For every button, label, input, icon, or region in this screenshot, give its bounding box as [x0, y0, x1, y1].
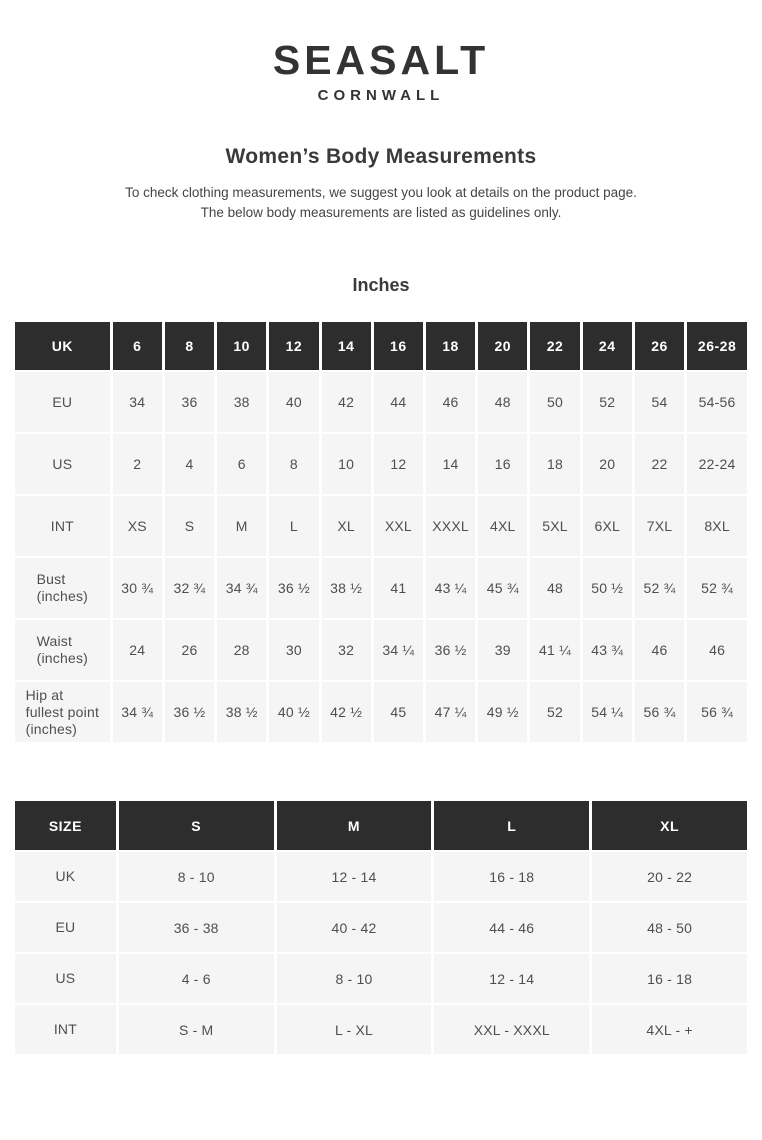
value-cell: 38 [217, 372, 266, 432]
value-cell: 46 [426, 372, 475, 432]
row-label: Hip at fullest point (inches) [25, 686, 100, 737]
brand-logo-subtext: CORNWALL [317, 87, 445, 104]
row-label-cell [15, 496, 110, 556]
row-label: UK [55, 868, 76, 885]
value-cell: 28 [217, 620, 266, 680]
value-cell: M [217, 496, 266, 556]
header-cell: 10 [217, 322, 266, 370]
value-cell: 12 [374, 434, 423, 494]
value-cell: 22 [635, 434, 684, 494]
row-label: US [55, 970, 76, 987]
value-cell: 14 [426, 434, 475, 494]
value-cell: L - XL [277, 1005, 432, 1054]
value-cell: 56 ¾ [635, 682, 684, 742]
row-label-cell [15, 372, 110, 432]
value-cell: 32 [322, 620, 371, 680]
value-cell: 42 ½ [322, 682, 371, 742]
value-cell: 12 - 14 [434, 954, 589, 1003]
table-row [15, 496, 747, 556]
value-cell: 8 - 10 [277, 954, 432, 1003]
row-label-cell [15, 1005, 116, 1054]
header-cell: 26 [635, 322, 684, 370]
measurements-table [12, 320, 750, 744]
value-cell: 54 [635, 372, 684, 432]
value-cell: 52 ¾ [687, 558, 747, 618]
row-label: EU [55, 919, 76, 936]
row-label: US [52, 455, 73, 472]
value-cell: 36 ½ [165, 682, 214, 742]
value-cell: 16 - 18 [592, 954, 747, 1003]
size-conversion-table [12, 799, 750, 1056]
value-cell: 18 [530, 434, 579, 494]
value-cell: 44 - 46 [434, 903, 589, 952]
value-cell: 54-56 [687, 372, 747, 432]
value-cell: XXL - XXXL [434, 1005, 589, 1054]
value-cell: 8 [269, 434, 318, 494]
header-cell: 24 [583, 322, 632, 370]
value-cell: 56 ¾ [687, 682, 747, 742]
row-label-cell [15, 434, 110, 494]
value-cell: 20 - 22 [592, 852, 747, 901]
value-cell: 48 [478, 372, 527, 432]
value-cell: 32 ¾ [165, 558, 214, 618]
row-label-cell [15, 682, 110, 742]
header-cell: 20 [478, 322, 527, 370]
value-cell: XXL [374, 496, 423, 556]
row-label-cell [15, 954, 116, 1003]
header-cell: S [119, 801, 274, 850]
value-cell: 43 ¾ [583, 620, 632, 680]
value-cell: 52 [583, 372, 632, 432]
header-cell: 6 [113, 322, 162, 370]
value-cell: 45 [374, 682, 423, 742]
page-subtitle [0, 183, 762, 222]
header-cell: SIZE [15, 801, 116, 850]
value-cell: 46 [687, 620, 747, 680]
row-label-cell [15, 558, 110, 618]
header-cell: M [277, 801, 432, 850]
value-cell: 36 ½ [426, 620, 475, 680]
row-label-cell [15, 852, 116, 901]
value-cell: 45 ¾ [478, 558, 527, 618]
header-cell: 26-28 [687, 322, 747, 370]
value-cell: 38 ½ [217, 682, 266, 742]
value-cell: 5XL [530, 496, 579, 556]
value-cell: 16 [478, 434, 527, 494]
value-cell: 40 [269, 372, 318, 432]
row-label: INT [50, 517, 74, 534]
value-cell: 4XL - + [592, 1005, 747, 1054]
value-cell: S - M [119, 1005, 274, 1054]
value-cell: 34 ¾ [217, 558, 266, 618]
value-cell: 47 ¼ [426, 682, 475, 742]
value-cell: 44 [374, 372, 423, 432]
value-cell: 2 [113, 434, 162, 494]
value-cell: L [269, 496, 318, 556]
value-cell: 48 - 50 [592, 903, 747, 952]
value-cell: 38 ½ [322, 558, 371, 618]
value-cell: 40 - 42 [277, 903, 432, 952]
value-cell: 49 ½ [478, 682, 527, 742]
value-cell: 10 [322, 434, 371, 494]
page-title: Women’s Body Measurements [225, 145, 537, 168]
value-cell: 30 ¾ [113, 558, 162, 618]
header-cell: 14 [322, 322, 371, 370]
row-label: INT [53, 1021, 77, 1038]
value-cell: XXXL [426, 496, 475, 556]
table-header-row [15, 801, 747, 850]
table-row [15, 558, 747, 618]
value-cell: 8XL [687, 496, 747, 556]
value-cell: XS [113, 496, 162, 556]
row-label-cell [15, 903, 116, 952]
value-cell: 36 ½ [269, 558, 318, 618]
table-row [15, 620, 747, 680]
header-cell: 12 [269, 322, 318, 370]
value-cell: 50 ½ [583, 558, 632, 618]
brand-logo: SEASALT [272, 37, 490, 83]
value-cell: 4 - 6 [119, 954, 274, 1003]
value-cell: 8 - 10 [119, 852, 274, 901]
table-row [15, 434, 747, 494]
table-row [15, 682, 747, 742]
value-cell: 41 ¼ [530, 620, 579, 680]
header-cell: L [434, 801, 589, 850]
value-cell: 30 [269, 620, 318, 680]
value-cell: 34 ¾ [113, 682, 162, 742]
value-cell: 42 [322, 372, 371, 432]
value-cell: 16 - 18 [434, 852, 589, 901]
table-row [15, 852, 747, 901]
header-cell: UK [15, 322, 110, 370]
header-cell: 18 [426, 322, 475, 370]
row-label: Waist (inches) [36, 633, 89, 667]
value-cell: 43 ¼ [426, 558, 475, 618]
value-cell: 39 [478, 620, 527, 680]
value-cell: 34 [113, 372, 162, 432]
value-cell: 41 [374, 558, 423, 618]
value-cell: 22-24 [687, 434, 747, 494]
value-cell: 34 ¼ [374, 620, 423, 680]
table-header-row [15, 322, 747, 370]
header-cell: XL [592, 801, 747, 850]
value-cell: 20 [583, 434, 632, 494]
table-row [15, 372, 747, 432]
row-label: EU [52, 393, 73, 410]
subtitle-line-1: To check clothing measurements, we suggest you look at details on the product page. [125, 185, 637, 201]
table-row [15, 1005, 747, 1054]
value-cell: 24 [113, 620, 162, 680]
value-cell: 46 [635, 620, 684, 680]
row-label-cell [15, 620, 110, 680]
value-cell: 48 [530, 558, 579, 618]
value-cell: 36 [165, 372, 214, 432]
value-cell: 52 [530, 682, 579, 742]
value-cell: 40 ½ [269, 682, 318, 742]
brand-header [0, 37, 762, 104]
section-heading-inches: Inches [352, 275, 410, 296]
header-cell: 22 [530, 322, 579, 370]
value-cell: 50 [530, 372, 579, 432]
value-cell: 6 [217, 434, 266, 494]
value-cell: 36 - 38 [119, 903, 274, 952]
header-cell: 16 [374, 322, 423, 370]
value-cell: 4XL [478, 496, 527, 556]
value-cell: 4 [165, 434, 214, 494]
value-cell: S [165, 496, 214, 556]
table-row [15, 903, 747, 952]
value-cell: XL [322, 496, 371, 556]
value-cell: 7XL [635, 496, 684, 556]
subtitle-line-2: The below body measurements are listed as guidelines only. [200, 204, 562, 220]
value-cell: 54 ¼ [583, 682, 632, 742]
header-cell: 8 [165, 322, 214, 370]
table-row [15, 954, 747, 1003]
row-label: Bust (inches) [36, 571, 89, 605]
value-cell: 6XL [583, 496, 632, 556]
value-cell: 52 ¾ [635, 558, 684, 618]
value-cell: 12 - 14 [277, 852, 432, 901]
value-cell: 26 [165, 620, 214, 680]
